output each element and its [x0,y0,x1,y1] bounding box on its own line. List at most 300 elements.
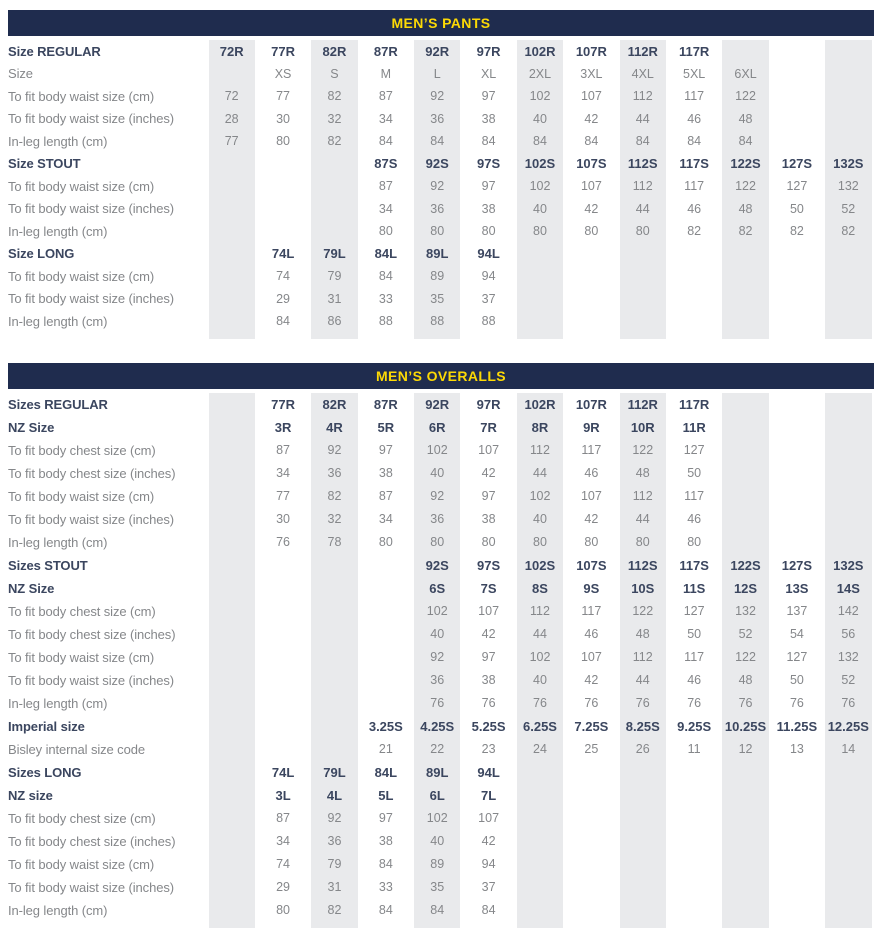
size-cell [360,577,411,600]
size-cell: 80 [481,224,496,239]
row-label: Bisley internal size code [8,741,145,757]
size-cell: 84 [617,130,668,153]
pad-cell [412,922,463,928]
size-cell [720,807,771,830]
size-cell: 82R [309,40,360,63]
table-row [8,853,874,876]
table-row [8,600,874,623]
row-label: To fit body waist size (cm) [8,649,155,665]
size-cell: 4L [309,784,360,807]
row-label: In-leg length (cm) [8,534,108,550]
size-cell: 89L [412,761,463,784]
size-cell: 102 [412,439,463,462]
row-label: Sizes STOUT [8,557,88,573]
size-cell [771,531,822,554]
size-cell: 102S [514,554,565,577]
size-cell: 48 [617,623,668,646]
size-cell: 42 [584,111,599,126]
size-cell: 33 [378,880,393,894]
size-cell [566,761,617,784]
size-cell [206,288,257,311]
size-cell: 40 [412,830,463,853]
size-cell: 22 [412,738,463,761]
size-cell [206,243,257,266]
size-cell [771,830,822,853]
size-cell: 80 [584,224,599,239]
size-cell [771,288,822,311]
size-cell [206,600,257,623]
pad-label [8,922,206,928]
pad-cell [514,922,565,928]
size-cell [257,738,308,761]
row-label: To fit body waist size (inches) [8,879,174,895]
size-cell: 92 [309,439,360,462]
size-cell: 80 [378,224,393,239]
size-cell [720,462,771,485]
size-cell: 48 [617,462,668,485]
size-cell [566,853,617,876]
size-cell: 6.25S [514,715,565,738]
size-cell [823,310,874,333]
size-cell [514,243,565,266]
size-cell [617,853,668,876]
size-cell: 107 [478,604,500,618]
size-cell: 7S [480,580,497,596]
size-cell [771,310,822,333]
table-row [8,439,874,462]
size-cell: 52 [720,623,771,646]
size-cell: 25 [584,742,599,756]
row-label: To fit body chest size (inches) [8,833,176,849]
size-cell [206,554,257,577]
size-cell: 5L [378,787,394,803]
size-cell: 31 [309,876,360,899]
size-cell: 82 [309,485,360,508]
size-cell: 102 [412,600,463,623]
size-cell: 97 [378,811,393,825]
size-cell: 107 [580,179,602,194]
size-cell: 107 [580,489,602,503]
row-label: To fit body waist size (inches) [8,201,174,217]
size-cell: 36 [309,830,360,853]
size-cell [206,310,257,333]
size-cell: 92 [412,485,463,508]
size-cell [257,692,308,715]
size-cell: 38 [481,512,496,526]
size-cell [309,600,360,623]
size-cell: 122S [720,153,771,176]
size-cell: 84 [378,269,393,284]
size-cell: 87 [276,811,291,825]
size-cell: 107 [478,443,500,457]
size-cell [566,899,617,922]
size-cell: 44 [617,108,668,131]
size-cell: 82R [309,393,360,416]
size-cell [309,220,360,243]
size-cell: 7R [480,419,497,435]
size-cell [720,439,771,462]
size-cell [257,577,308,600]
size-cell: 76 [412,692,463,715]
size-cell [617,310,668,333]
size-cell: 76 [617,692,668,715]
size-cell [206,876,257,899]
mens-overalls-table-body [8,393,874,928]
size-cell [720,761,771,784]
size-cell: 8.25S [617,715,668,738]
size-cell: 38 [378,834,393,848]
size-cell: 87 [378,489,393,503]
size-cell: 77 [276,489,291,503]
size-cell [617,899,668,922]
size-cell: 112R [617,393,668,416]
size-cell [823,40,874,63]
size-cell: 56 [823,623,874,646]
size-cell [720,288,771,311]
size-cell [720,393,771,416]
size-cell [566,876,617,899]
size-cell [257,646,308,669]
size-cell [514,830,565,853]
pad-cell [771,922,822,928]
size-cell [668,853,719,876]
size-cell [514,876,565,899]
size-cell [720,531,771,554]
size-cell: 82 [309,85,360,108]
size-cell: 9R [583,419,600,435]
size-cell [720,310,771,333]
size-cell: 76 [481,696,496,710]
size-cell [566,830,617,853]
size-cell [668,288,719,311]
size-cell [720,265,771,288]
size-cell: 7L [481,787,497,803]
size-cell: 3XL [580,66,603,81]
size-cell: 122S [720,554,771,577]
pad-cell [771,333,822,339]
size-cell [720,830,771,853]
pad-cell [360,333,411,339]
size-cell: 94L [477,764,500,780]
size-cell: 84L [374,246,398,262]
table-row [8,198,874,221]
pad-cell [720,922,771,928]
size-cell: 127 [683,443,705,457]
size-cell [823,784,874,807]
size-cell [771,243,822,266]
size-cell: 79L [309,243,360,266]
size-cell: 5R [377,419,395,435]
size-cell: 117 [684,179,705,194]
size-cell [206,623,257,646]
size-cell [771,85,822,108]
size-cell [668,876,719,899]
size-cell: 10R [617,416,668,439]
size-cell [309,554,360,577]
table-row [8,646,874,669]
size-cell: 92 [412,85,463,108]
size-cell: 86 [309,310,360,333]
size-cell: 34 [378,111,393,126]
size-cell: 37 [481,291,496,306]
size-cell: 76 [584,696,599,710]
size-cell: 5.25S [471,718,506,734]
size-cell: 30 [276,111,291,126]
table-row [8,738,874,761]
row-label: NZ Size [8,580,55,596]
size-cell: 80 [584,535,599,549]
size-cell: 42 [481,466,496,480]
size-cell: 35 [412,288,463,311]
size-cell: 37 [481,880,496,894]
size-cell [617,830,668,853]
size-cell: 102 [514,175,565,198]
size-cell: 6S [412,577,463,600]
size-cell: 80 [276,134,291,149]
size-cell [668,310,719,333]
size-cell: 77 [206,130,257,153]
size-cell [514,899,565,922]
size-cell [309,669,360,692]
size-cell [771,853,822,876]
size-cell [668,761,719,784]
size-cell: 122 [720,85,771,108]
size-cell: 94 [481,269,496,284]
size-cell: 107S [576,557,607,573]
size-cell: 34 [378,512,393,526]
size-cell [309,623,360,646]
size-cell [257,198,308,221]
size-cell [566,310,617,333]
pad-cell [823,922,874,928]
size-cell: 97 [378,443,393,457]
size-cell: 36 [412,108,463,131]
size-cell [771,265,822,288]
size-cell: 84 [720,130,771,153]
size-cell [206,853,257,876]
size-cell: 8R [514,416,565,439]
table-row [8,416,874,439]
size-cell: 46 [584,466,599,480]
size-cell [206,508,257,531]
size-cell [206,393,257,416]
row-label: Size REGULAR [8,43,101,59]
size-cell: 46 [687,512,702,526]
size-cell [360,623,411,646]
pad-cell [257,922,308,928]
size-cell [257,623,308,646]
size-cell [206,531,257,554]
size-cell: 4XL [617,63,668,86]
pad-cell [463,333,514,339]
size-cell: 42 [584,512,599,526]
size-cell: 84 [584,134,599,149]
size-cell: 117 [684,650,705,664]
row-label: Size [8,66,33,82]
size-cell [823,393,874,416]
table-row [8,462,874,485]
size-cell: 76 [720,692,771,715]
size-cell [720,784,771,807]
size-cell [206,220,257,243]
size-cell: 12S [720,577,771,600]
size-cell: 79L [309,761,360,784]
size-cell [206,738,257,761]
size-cell: 11S [682,580,706,596]
pad-cell [360,922,411,928]
size-cell [823,899,874,922]
size-cell: 9.25S [677,718,712,734]
size-cell: 40 [514,669,565,692]
size-cell: 76 [823,692,874,715]
mens-overalls-title-bar [8,363,874,389]
table-row [8,554,874,577]
size-cell: 48 [720,669,771,692]
size-cell: 6R [412,416,463,439]
size-cell [668,899,719,922]
size-cell: 8S [514,577,565,600]
size-cell [668,784,719,807]
size-cell: 76 [276,535,291,549]
size-cell: 82 [789,224,804,239]
size-cell: 31 [309,288,360,311]
pad-cell [617,922,668,928]
size-cell: 44 [514,623,565,646]
size-cell: 42 [584,201,599,216]
size-cell [360,692,411,715]
size-cell: 40 [412,462,463,485]
size-cell [206,485,257,508]
size-cell: 132 [823,646,874,669]
size-cell: 50 [789,673,804,687]
size-cell: 24 [514,738,565,761]
mens-pants-size-chart [8,10,874,339]
table-row [8,577,874,600]
row-label: To fit body chest size (cm) [8,603,156,619]
size-cell: 127S [781,557,813,573]
size-cell: 117 [684,489,705,503]
size-cell: 29 [276,880,291,894]
size-cell: 112S [617,554,668,577]
row-label: To fit body waist size (cm) [8,488,155,504]
size-cell: 80 [276,903,291,917]
size-cell [257,669,308,692]
size-cell [720,40,771,63]
size-cell: 23 [481,742,496,756]
size-cell [771,130,822,153]
size-cell: 122 [617,600,668,623]
size-charts-page [8,10,874,928]
table-row [8,85,874,108]
size-cell: 38 [378,466,393,480]
size-cell [823,108,874,131]
size-cell: 87S [374,156,398,172]
size-cell [360,554,411,577]
size-cell [668,807,719,830]
size-cell [514,265,565,288]
size-cell [771,439,822,462]
size-cell [206,784,257,807]
table-row [8,130,874,153]
table-bottom-pad [8,922,874,928]
pad-cell [206,922,257,928]
size-cell [668,243,719,266]
size-cell: 40 [514,108,565,131]
size-cell [206,416,257,439]
size-cell: 9S [583,580,600,596]
table-row [8,175,874,198]
size-cell [257,153,308,176]
size-cell: 36 [309,462,360,485]
size-cell: 82 [720,220,771,243]
table-bottom-pad [8,333,874,339]
size-cell [771,807,822,830]
size-cell [309,646,360,669]
size-cell [257,220,308,243]
size-cell: 38 [481,111,496,126]
size-cell: 89 [412,265,463,288]
size-cell: 34 [276,466,291,480]
size-cell [771,485,822,508]
size-cell: 94L [477,246,500,262]
size-cell [823,265,874,288]
size-cell: 117R [678,43,710,59]
size-cell [360,646,411,669]
size-cell [206,175,257,198]
size-cell [206,153,257,176]
size-cell: 77 [276,89,291,104]
table-row [8,40,874,63]
size-cell: 11.25S [776,718,818,734]
table-row [8,310,874,333]
size-cell: 102 [514,85,565,108]
size-cell: 50 [687,627,702,641]
size-cell: 87 [276,443,291,457]
size-cell: 82 [687,224,702,239]
table-row [8,63,874,86]
size-cell [566,243,617,266]
size-cell [771,393,822,416]
size-cell [823,830,874,853]
size-cell: 107 [580,650,602,664]
size-cell: 42 [481,834,496,848]
table-row [8,485,874,508]
size-cell: 11 [687,742,701,756]
size-cell [823,243,874,266]
size-cell: 132S [823,554,874,577]
size-cell: 84 [412,899,463,922]
size-cell: 117 [684,89,705,104]
size-cell: 13 [789,742,804,756]
size-cell [720,508,771,531]
size-cell [257,175,308,198]
table-row [8,807,874,830]
size-cell [566,807,617,830]
size-cell: 84 [378,134,393,149]
size-cell [309,153,360,176]
pad-cell [309,333,360,339]
size-cell [720,899,771,922]
size-cell [514,761,565,784]
size-cell: 74 [276,857,291,871]
size-cell [617,243,668,266]
size-cell: 34 [378,201,393,216]
size-cell [566,265,617,288]
row-label: Sizes REGULAR [8,396,108,412]
size-cell [617,876,668,899]
size-cell: 80 [617,220,668,243]
table-row [8,692,874,715]
